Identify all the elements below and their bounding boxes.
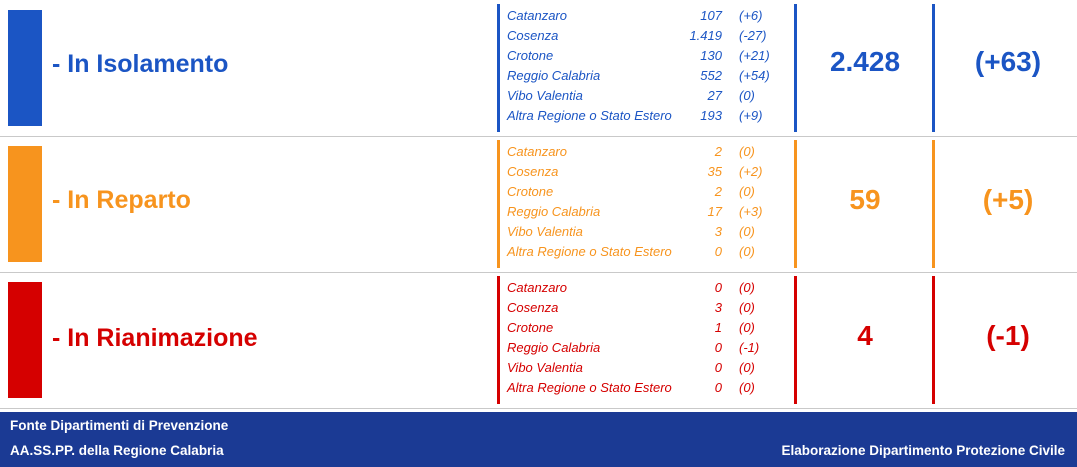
province-delta: (0) [739, 244, 755, 259]
table-row [507, 184, 792, 204]
province-name: Cosenza [507, 300, 559, 315]
section-isolamento [0, 0, 1077, 136]
province-name: Reggio Calabria [507, 340, 601, 355]
province-name: Cosenza [507, 164, 559, 179]
table-row [507, 360, 792, 380]
province-delta: (-27) [739, 28, 767, 43]
province-name: Crotone [507, 48, 554, 63]
total-rule [932, 4, 935, 132]
category-label-isolamento: - In Isolamento [52, 50, 229, 78]
section-reparto [0, 136, 1077, 272]
province-value: 0 [714, 340, 722, 355]
footer-source-line-2: AA.SS.PP. della Regione Calabria [10, 443, 224, 458]
table-row [507, 108, 792, 128]
table-row [507, 164, 792, 184]
total-value-rianimazione: 4 [857, 320, 873, 351]
province-value: 35 [707, 164, 722, 179]
color-bar-reparto [8, 146, 42, 262]
table-row [507, 340, 792, 360]
province-delta: (+54) [739, 68, 770, 83]
province-value: 17 [707, 204, 722, 219]
province-table-rianimazione [497, 276, 797, 404]
footer-credit: Elaborazione Dipartimento Protezione Civile [781, 443, 1065, 458]
table-row [507, 224, 792, 244]
province-value: 3 [714, 300, 722, 315]
province-delta: (-1) [739, 340, 760, 355]
color-bar-rianimazione [8, 282, 42, 398]
province-value: 193 [700, 108, 722, 123]
table-row [507, 380, 792, 400]
province-value: 1 [714, 320, 722, 335]
category-label-reparto: - In Reparto [52, 186, 191, 214]
province-delta: (0) [739, 280, 755, 295]
province-delta: (+6) [739, 8, 763, 23]
province-name: Vibo Valentia [507, 88, 583, 103]
table-rule-right [794, 276, 797, 404]
table-rule-right [794, 4, 797, 132]
province-value: 1.419 [689, 28, 722, 43]
color-bar-isolamento [8, 10, 42, 126]
province-delta: (0) [739, 88, 755, 103]
table-row [507, 280, 792, 300]
province-name: Cosenza [507, 28, 559, 43]
category-label-rianimazione: - In Rianimazione [52, 324, 258, 352]
table-row [507, 144, 792, 164]
province-value: 107 [700, 8, 722, 23]
total-rule [932, 140, 935, 268]
province-name: Vibo Valentia [507, 224, 583, 239]
province-name: Crotone [507, 184, 554, 199]
total-delta-isolamento: (+63) [974, 46, 1042, 77]
table-row [507, 8, 792, 28]
province-delta: (0) [739, 224, 755, 239]
province-value: 0 [714, 360, 722, 375]
table-rule-left [497, 276, 500, 404]
province-value: 2 [714, 184, 722, 199]
section-rianimazione [0, 272, 1077, 408]
province-delta: (+9) [739, 108, 763, 123]
province-name: Altra Regione o Stato Estero [507, 108, 672, 123]
province-name: Reggio Calabria [507, 68, 601, 83]
province-name: Catanzaro [507, 8, 567, 23]
table-row [507, 68, 792, 88]
province-name: Altra Regione o Stato Estero [507, 380, 672, 395]
province-delta: (0) [739, 144, 755, 159]
table-row [507, 204, 792, 224]
province-name: Crotone [507, 320, 554, 335]
province-name: Altra Regione o Stato Estero [507, 244, 672, 259]
province-name: Catanzaro [507, 280, 567, 295]
table-row [507, 28, 792, 48]
table-row [507, 320, 792, 340]
table-rule-left [497, 4, 500, 132]
province-value: 3 [714, 224, 722, 239]
province-delta: (+21) [739, 48, 770, 63]
total-rule [932, 276, 935, 404]
province-delta: (0) [739, 300, 755, 315]
total-delta-rianimazione: (-1) [986, 320, 1030, 351]
table-row [507, 88, 792, 108]
section-divider [0, 408, 1077, 409]
province-value: 0 [714, 244, 722, 259]
province-name: Vibo Valentia [507, 360, 583, 375]
footer-bar [0, 412, 1077, 467]
total-value-reparto: 59 [849, 184, 881, 215]
province-value: 130 [700, 48, 722, 63]
province-value: 552 [700, 68, 722, 83]
table-row [507, 244, 792, 264]
table-rule-left [497, 140, 500, 268]
footer-source-line-1: Fonte Dipartimenti di Prevenzione [10, 418, 229, 433]
table-row [507, 300, 792, 320]
province-delta: (+3) [739, 204, 763, 219]
province-delta: (0) [739, 184, 755, 199]
province-value: 0 [714, 380, 722, 395]
total-delta-reparto: (+5) [982, 184, 1034, 215]
province-value: 2 [714, 144, 722, 159]
province-name: Catanzaro [507, 144, 567, 159]
province-delta: (+2) [739, 164, 763, 179]
province-delta: (0) [739, 360, 755, 375]
table-row [507, 48, 792, 68]
province-table-reparto [497, 140, 797, 268]
province-value: 27 [707, 88, 722, 103]
total-value-isolamento: 2.428 [829, 46, 901, 77]
province-table-isolamento [497, 4, 797, 132]
province-name: Reggio Calabria [507, 204, 601, 219]
table-rule-right [794, 140, 797, 268]
province-delta: (0) [739, 380, 755, 395]
province-delta: (0) [739, 320, 755, 335]
province-value: 0 [714, 280, 722, 295]
